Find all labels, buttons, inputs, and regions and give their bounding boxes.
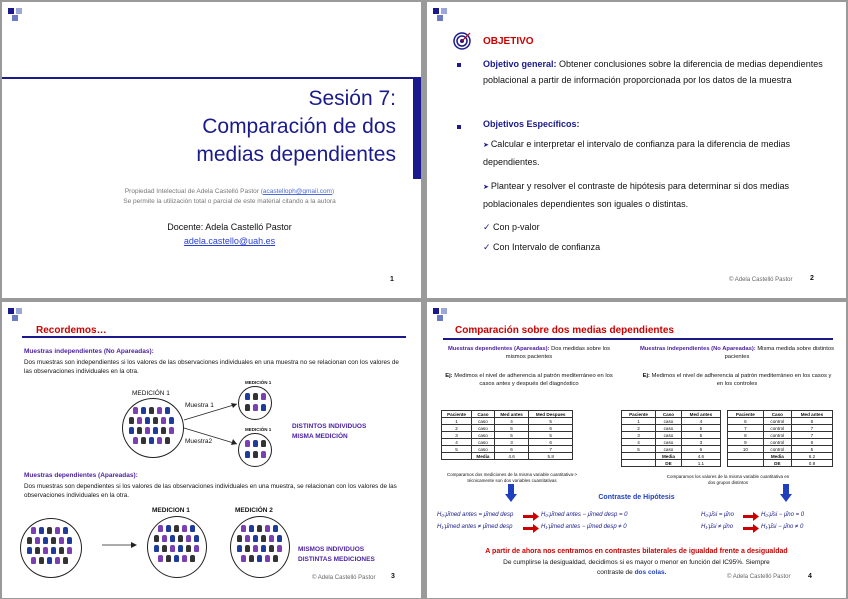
table-row <box>622 425 721 432</box>
table-row <box>622 446 721 453</box>
paired-data-table <box>441 410 573 460</box>
table-cell: caso <box>656 425 682 432</box>
dep-ej-text: Medimos el nivel de adherencia al patrón mediterráneo en los casos antes y después del diagnóstico <box>452 373 613 387</box>
check-item-1 <box>483 222 540 233</box>
table-header-cell: Med antes <box>681 411 720 418</box>
stat-label-cell: Media <box>656 453 682 460</box>
table-row <box>442 439 573 446</box>
check-icon: ✓ <box>483 222 494 232</box>
specific-2-text: Plantear y resolver el contraste de hipótesis para determinar si dos medias poblacionales dependientes son iguales o distintas. <box>483 181 789 209</box>
dependent-text: Dos muestras son dependientes si los valores de las observaciones individuales en una muestra, se relacionan con los valores de las observaciones individuales en la otra. <box>24 483 397 499</box>
table-cell: 5 <box>494 432 529 439</box>
table-cell: 6 <box>494 446 529 453</box>
title-line-2: Comparación de dos <box>202 115 396 138</box>
stat-row <box>728 460 833 467</box>
media-row <box>442 453 573 460</box>
hypothesis-test-label: Contraste de Hipótesis <box>598 494 675 501</box>
specific-objective-1 <box>483 136 823 171</box>
table-cell: caso <box>656 446 682 453</box>
footer-copyright: © Adela Castelló Pastor <box>727 574 791 580</box>
footer-copyright: © Adela Castelló Pastor <box>312 575 376 581</box>
table-row <box>728 425 833 432</box>
table-row <box>442 432 573 439</box>
table-cell: 6 <box>728 418 764 425</box>
property-close: ) <box>331 188 335 195</box>
stat-row <box>622 460 721 467</box>
table-cell: 5 <box>681 425 720 432</box>
table-header-cell: Paciente <box>622 411 656 418</box>
table-cell: 3 <box>622 432 656 439</box>
decision-note: De cumplirse la desigualdad, decidimos si es mayor o menor en función del IC95%. Siempre <box>503 559 770 566</box>
table-cell <box>622 453 656 460</box>
arrow-bullet-icon: ➤ <box>483 142 491 149</box>
h1-right: H₁:μ̄si ≠ μ̄no <box>701 524 734 530</box>
table-cell: control <box>763 446 791 453</box>
property-notice <box>42 188 417 195</box>
media-value-cell: 4.6 <box>494 453 529 460</box>
table-header-cell: Med Despues <box>529 411 573 418</box>
table-cell: 6 <box>791 439 832 446</box>
table-cell: 3 <box>494 439 529 446</box>
dependent-subtitle <box>439 346 619 361</box>
table-cell: 5 <box>529 418 573 425</box>
bullet-icon <box>457 63 461 67</box>
independent-subtitle <box>639 346 835 361</box>
table-cell: 4 <box>494 418 529 425</box>
h0-right-rewritten: H₀:μ̄si − μ̄no = 0 <box>761 512 805 518</box>
table-header-cell: Caso <box>472 411 495 418</box>
corner-decoration <box>8 8 36 22</box>
table-cell: 3 <box>442 432 472 439</box>
check-icon: ✓ <box>483 242 494 252</box>
table-cell: 4 <box>681 418 720 425</box>
table-cell: 2 <box>442 425 472 432</box>
medicion-2-dep-label: MEDICIÓN 2 <box>235 507 273 514</box>
page-number: 4 <box>808 573 812 580</box>
teacher-email-link[interactable]: adela.castello@uah.es <box>183 236 276 246</box>
table-header-cell: Caso <box>656 411 682 418</box>
table-cell: 6 <box>529 439 573 446</box>
table-cell: 9 <box>728 439 764 446</box>
table-cell <box>622 460 656 467</box>
heading-rule <box>443 338 833 340</box>
footer-copyright: © Adela Castelló Pastor <box>729 277 793 283</box>
dependent-title: Muestras dependientes (Apareadas): <box>24 472 138 479</box>
table-header-cell: Med antes <box>791 411 832 418</box>
table-cell: 5 <box>442 446 472 453</box>
recap-heading: Recordemos… <box>36 325 107 336</box>
table-row <box>728 432 833 439</box>
table-header-row <box>728 411 833 418</box>
table-cell <box>442 453 472 460</box>
table-header-cell: Med antes <box>494 411 529 418</box>
table-cell: 4 <box>622 439 656 446</box>
table-cell: 5 <box>494 425 529 432</box>
muestra-1-label: Muestra 1 <box>185 402 214 409</box>
general-label: Objetivo general: <box>483 59 557 69</box>
arrow-right-icon <box>102 540 138 550</box>
target-icon <box>453 32 471 50</box>
medicion-1-circle <box>147 516 207 578</box>
table-cell: 2 <box>622 425 656 432</box>
indep-ej-label: Ej: <box>642 373 650 379</box>
stat-value-cell: 4.6 <box>681 453 720 460</box>
title-line-1: Sesión 7: <box>308 87 396 110</box>
h1-left-rewritten: H₁:μ̄med antes − μ̄med desp ≠ 0 <box>541 524 627 530</box>
table-cell: 7 <box>791 432 832 439</box>
teacher-name: Docente: Adela Castelló Pastor <box>167 222 292 232</box>
slide-4[interactable] <box>427 302 846 598</box>
independent-title: Muestras independientes (No Apareadas): <box>24 348 154 355</box>
misma-medicion-label: MISMA MEDICIÓN <box>292 433 348 440</box>
table-cell <box>728 460 764 467</box>
indep-sub: Misma medida sobre distintos pacientes <box>724 346 835 360</box>
two-tailed-note <box>597 569 666 576</box>
table-cell: 3 <box>681 439 720 446</box>
permission-notice: Se permite la utilización total o parcial de este material citando a la autora <box>123 198 336 205</box>
table-cell: 7 <box>529 446 573 453</box>
table-cell: 5 <box>681 432 720 439</box>
table-row <box>622 439 721 446</box>
medicion-1-dep-label: MEDICION 1 <box>152 507 190 514</box>
table-cell: 5 <box>622 446 656 453</box>
stat-value-cell: 6.2 <box>791 453 832 460</box>
slide-2[interactable] <box>427 2 846 298</box>
table-cell: 5 <box>791 446 832 453</box>
specific-label: Objetivos Específicos: <box>483 119 580 129</box>
heading-rule <box>22 336 406 338</box>
dependent-note: Comparamos dos mediciones de la misma variable cuantitativa-> técnicamente son dos variables cuantitativas <box>446 472 578 483</box>
small-medicion-label-2: MEDICIÓN 1 <box>245 427 272 432</box>
table-cell: caso <box>656 439 682 446</box>
table-header-row <box>442 411 573 418</box>
table-cell: caso <box>472 418 495 425</box>
specific-objective-2 <box>483 178 823 213</box>
sample-2-circle <box>238 433 272 467</box>
stat-row <box>622 453 721 460</box>
red-arrows <box>743 512 759 534</box>
table-cell: caso <box>656 432 682 439</box>
table-row <box>442 425 573 432</box>
distintos-individuos-label: DISTINTOS INDIVIDUOS <box>292 423 367 430</box>
dep-sub: Dos medidas sobre los mismos pacientes <box>505 346 611 360</box>
property-email-link[interactable]: acastelloph@gmail.com <box>262 188 332 195</box>
table-cell: 7 <box>791 425 832 432</box>
medicion-1-label: MEDICIÓN 1 <box>132 390 170 397</box>
objective-heading: OBJETIVO <box>483 36 534 47</box>
table-cell: control <box>763 425 791 432</box>
stat-row <box>728 453 833 460</box>
table-header-cell: Caso <box>763 411 791 418</box>
table-row <box>728 439 833 446</box>
media-label-cell: Media <box>472 453 495 460</box>
indep-ej-text: Medimos el nivel de adherencia al patrón mediterráneo en los casos y en los controles <box>650 373 832 387</box>
table-cell: 6 <box>791 418 832 425</box>
table-row <box>442 418 573 425</box>
check-item-2 <box>483 242 600 253</box>
arrow-bullet-icon: ➤ <box>483 184 491 191</box>
page-number: 2 <box>810 275 814 282</box>
controls-table <box>727 410 833 467</box>
table-cell: 7 <box>728 425 764 432</box>
check-2-text: Con Intervalo de confianza <box>493 242 601 252</box>
table-cell: control <box>763 432 791 439</box>
stat-value-cell: 0.8 <box>791 460 832 467</box>
title-line-3: medias dependientes <box>196 143 396 166</box>
two-tailed-label: dos colas. <box>634 569 667 576</box>
table-cell: caso <box>472 425 495 432</box>
population-circle-dep <box>20 518 82 578</box>
h0-left: H₀:μ̄med antes = μ̄med desp <box>437 512 514 518</box>
stat-value-cell: 1.1 <box>681 460 720 467</box>
table-row <box>728 418 833 425</box>
dep-title: Muestras dependientes (Apareadas): <box>447 346 550 352</box>
stat-label-cell: DE <box>763 460 791 467</box>
table-cell: 10 <box>728 446 764 453</box>
table-cell: caso <box>472 432 495 439</box>
slide-3[interactable] <box>2 302 421 598</box>
table-header-cell: Paciente <box>728 411 764 418</box>
specific-1-text: Calcular e interpretar el intervalo de confianza para la diferencia de medias dependientes. <box>483 139 790 167</box>
table-header-row <box>622 411 721 418</box>
table-cell: caso <box>472 446 495 453</box>
slide-1[interactable] <box>2 2 421 298</box>
table-row <box>442 446 573 453</box>
mismos-individuos-label: MISMOS INDIVIDUOS <box>298 546 365 553</box>
corner-decoration <box>433 8 461 22</box>
table-cell: 1 <box>622 418 656 425</box>
population-circle <box>122 398 184 458</box>
independent-example <box>639 373 835 388</box>
table-row <box>728 446 833 453</box>
slide-title <box>2 79 412 181</box>
page-number: 1 <box>390 276 394 283</box>
page-number: 3 <box>391 573 395 580</box>
table-cell: 4 <box>442 439 472 446</box>
bullet-icon <box>457 125 461 129</box>
table-cell: control <box>763 439 791 446</box>
table-row <box>622 432 721 439</box>
stat-label-cell: DE <box>656 460 682 467</box>
sample-1-circle <box>238 386 272 420</box>
red-arrows <box>523 512 539 534</box>
table-cell: 6 <box>681 446 720 453</box>
table-cell: caso <box>656 418 682 425</box>
dep-ej-label: Ej: <box>445 373 453 379</box>
general-objective <box>483 56 823 88</box>
table-cell <box>728 453 764 460</box>
muestra-2-label: Muestra2 <box>185 438 213 445</box>
media-value-cell: 5.8 <box>529 453 573 460</box>
general-text: Obtener conclusiones sobre la diferencia de medias dependientes poblacional a partir de información proporcionada por los datos de la muestra <box>483 59 823 85</box>
h1-left: H₁:μ̄med antes ≠ μ̄med desp <box>437 524 513 530</box>
independent-text: Dos muestras son independientes si los valores de las observaciones individuales en una muestra no se relacionan con los valores de las observaciones individuales en la otra. <box>24 359 399 375</box>
two-tailed-prefix: contraste de <box>597 569 635 576</box>
property-text: Propiedad Intelectual de Adela Castelló Pastor ( <box>124 188 263 195</box>
table-cell: 8 <box>728 432 764 439</box>
corner-decoration <box>8 308 36 322</box>
table-cell: 1 <box>442 418 472 425</box>
small-medicion-label-1: MEDICIÓN 1 <box>245 380 272 385</box>
cases-table <box>621 410 721 467</box>
indep-title: Muestras independientes (No Apareadas): <box>639 346 756 352</box>
check-1-text: Con p-valor <box>493 222 540 232</box>
dependent-example <box>439 373 619 388</box>
medicion-2-circle <box>230 516 290 578</box>
h0-left-rewritten: H₀:μ̄med antes − μ̄med desp = 0 <box>541 512 628 518</box>
corner-decoration <box>433 308 461 322</box>
bilateral-note: A partir de ahora nos centramos en contrastes bilaterales de igualdad frente a desigualdad <box>485 548 788 555</box>
independent-note: Comparamos los valores de la misma variable cuantitativa en dos grupos distintos <box>666 474 790 485</box>
table-cell: 6 <box>529 425 573 432</box>
h1-right-rewritten: H₁:μ̄si − μ̄no ≠ 0 <box>761 524 804 530</box>
table-cell: caso <box>472 439 495 446</box>
distintas-mediciones-label: DISTINTAS MEDICIONES <box>298 556 375 563</box>
h0-right: H₀:μ̄si = μ̄no <box>701 512 734 518</box>
table-header-cell: Paciente <box>442 411 472 418</box>
stat-label-cell: Media <box>763 453 791 460</box>
comparison-heading: Comparación sobre dos medias dependientes <box>455 325 674 336</box>
table-cell: control <box>763 418 791 425</box>
table-row <box>622 418 721 425</box>
table-cell: 5 <box>529 432 573 439</box>
